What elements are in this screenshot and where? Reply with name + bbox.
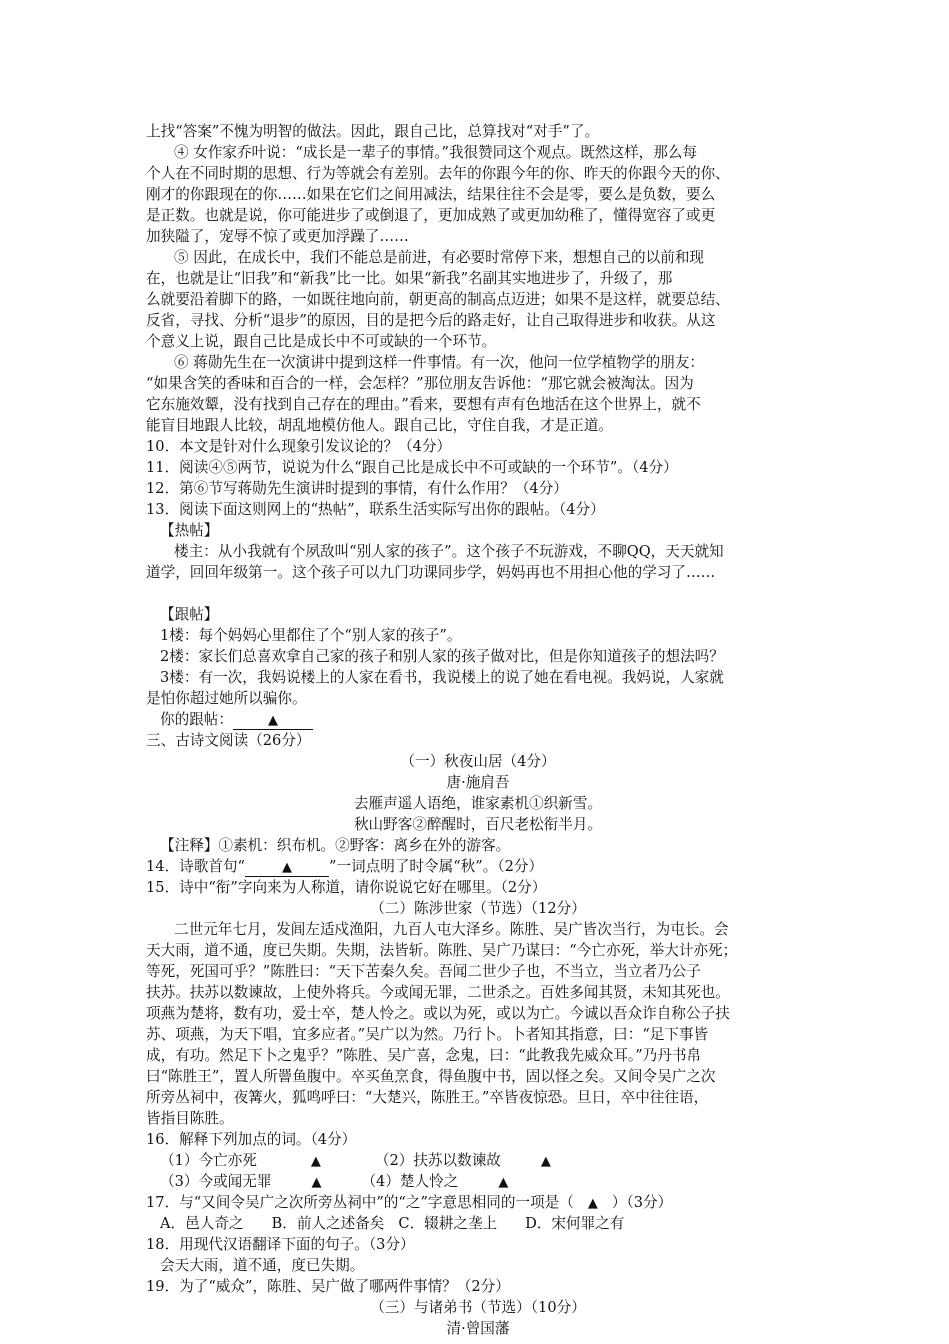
triangle-icon: ▲ — [310, 1154, 321, 1169]
question-15: 15．诗中“衔”字向来为人称道，请你说说它好在哪里。（2分） — [146, 879, 547, 896]
text-line: 加狭隘了，宠辱不惊了或更加浮躁了…… — [146, 228, 409, 245]
text-line: 它东施效颦，没有找到自己存在的理由。”看来，要想有声有色地活在这个世界上，就不 — [146, 396, 701, 413]
text-line: 天大雨，道不通，度已失期。失期，法皆斩。陈胜、吴广乃谋曰：“今亡亦死，举大计亦死； — [146, 942, 738, 959]
poem-line: 秋山野客②醉醒时，百尺老松衔半月。 — [353, 816, 603, 833]
text-line: 等死，死国可乎？”陈胜曰：“天下苦秦久矣。吾闻二世少子也，不当立，当立者乃公子 — [146, 963, 701, 980]
text-line: 个人在不同时期的思想、行为等就会有差别。去年的你跟今年的你、昨天的你跟今天的你、 — [146, 165, 730, 182]
triangle-icon: ▲ — [311, 1175, 322, 1190]
question-11: 11．阅读④⑤两节，说说为什么“跟自己比是成长中不可或缺的一个环节”。（4分） — [146, 459, 678, 476]
answer-blank[interactable] — [245, 859, 329, 877]
question-16: 16．解释下列加点的词。（4分） — [146, 1131, 357, 1148]
text-line: ⑥ 蒋勋先生在一次演讲中提到这样一件事情。有一次，他问一位学植物学的朋友： — [174, 354, 705, 371]
passage-title: （二）陈涉世家（节选）（12分） — [370, 900, 586, 917]
question-19: 19．为了“威众”，陈胜、吴广做了哪两件事情？（2分） — [146, 1278, 510, 1295]
your-reply-line — [146, 710, 824, 730]
text-line: 么就要沿着脚下的路，一如既往地向前，朝更高的制高点迈进；如果不是这样，就要总结、 — [146, 291, 730, 308]
text-line: ⑤ 因此，在成长中，我们不能总是前进，有必要时常停下来，想想自己的以前和现 — [174, 249, 705, 266]
question-17-text: ）（3分） — [611, 1194, 673, 1211]
option-a[interactable]: A．邑人奇之 — [160, 1215, 244, 1232]
question-12: 12．第⑥节写蒋勋先生演讲时提到的事情，有什么作用？（4分） — [146, 480, 568, 497]
triangle-icon: ▲ — [267, 713, 278, 728]
text-line: 扶苏。扶苏以数谏故，上使外将兵。今或闻无罪，二世杀之。百姓多闻其贤，未知其死也。 — [146, 984, 730, 1001]
q16-item-2: （2）扶苏以数谏故 — [374, 1152, 501, 1169]
text-line: 会天大雨，道不通，度已失期。 — [160, 1257, 365, 1274]
option-c[interactable]: C．辍耕之垄上 — [398, 1215, 498, 1232]
text-line: 楼主：从小我就有个夙敌叫“别人家的孩子”。这个孩子不玩游戏，不聊QQ，天天就知 — [174, 543, 724, 560]
text-line: 2楼：家长们总喜欢拿自己家的孩子和别人家的孩子做对比，但是你知道孩子的想法吗？ — [160, 648, 724, 665]
option-b[interactable]: B．前人之述备矣 — [271, 1215, 385, 1232]
question-16-items-row2 — [146, 1172, 824, 1193]
triangle-icon: ▲ — [498, 1175, 509, 1190]
q16-item-4: （4）楚人怜之 — [361, 1173, 459, 1190]
question-17 — [146, 1193, 810, 1214]
text-line: ④ 女作家乔叶说：“成长是一辈子的事情。”我很赞同这个观点。既然这样，那么每 — [174, 144, 698, 161]
question-17-text: 17．与“又间令吴广之次所旁丛祠中”的“之”字意思相同的一项是（ — [146, 1194, 574, 1211]
question-14-text: 14．诗歌首句“ — [146, 858, 245, 875]
text-line: 刚才的你跟现在的你……如果在它们之间用减法，结果往往不会是零，要么是负数，要么 — [146, 186, 716, 203]
text-line: 二世元年七月，发闾左适戍渔阳，九百人屯大泽乡。陈胜、吴广皆次当行，为屯长。会 — [174, 921, 729, 938]
q16-item-1: （1）今亡亦死 — [160, 1152, 257, 1169]
question-17-options — [146, 1214, 824, 1234]
poem-author: 唐·施肩吾 — [446, 774, 510, 791]
text-line: 能盲目地跟人比较，胡乱地模仿他人。跟自己比，守住自我，才是正道。 — [146, 417, 614, 434]
text-line: 个意义上说，跟自己比是成长中不可或缺的一个环节。 — [146, 333, 497, 350]
text-line: 是正数。也就是说，你可能进步了或倒退了，更加成熟了或更加幼稚了，懂得宽容了或更 — [146, 207, 716, 224]
text-line: 1楼：每个妈妈心里都住了个“别人家的孩子”。 — [160, 627, 462, 644]
hot-post-heading: 【热帖】 — [160, 522, 219, 539]
section-heading: 三、古诗文阅读（26分） — [146, 732, 311, 749]
answer-blank[interactable] — [233, 712, 313, 730]
question-10: 10．本文是针对什么现象引发议论的？（4分） — [146, 438, 452, 455]
text-line: 3楼：有一次，我妈说楼上的人家在看书，我说楼上的说了她在看电视。我妈说，人家就 — [160, 669, 724, 686]
passage-author: 清·曾国藩 — [446, 1320, 510, 1337]
triangle-icon: ▲ — [540, 1154, 551, 1169]
text-line: 道学，回回年级第一。这个孩子可以九门功课同步学，妈妈再也不用担心他的学习了…… — [146, 564, 716, 581]
text-line: 苏、项燕，为天下唱，宜多应者。”吴广以为然。乃行卜。卜者知其指意，曰：“足下事皆 — [146, 1026, 709, 1043]
text-line: 皆指目陈胜。 — [146, 1110, 234, 1127]
text-line: 在，也就是让“旧我”和“新我”比一比。如果“新我”名副其实地进步了，升级了，那 — [146, 270, 673, 287]
triangle-icon: ▲ — [587, 1196, 598, 1211]
text-line: “如果含笑的香味和百合的一样，会怎样？”那位朋友告诉他：“那它就会被淘汰。因为 — [146, 375, 694, 392]
poem-notes: 【注释】①素机：织布机。②野客：离乡在外的游客。 — [160, 837, 511, 854]
question-14 — [146, 857, 810, 877]
question-14-text: ”一词点明了时令属“秋”。（2分） — [329, 858, 544, 875]
passage-title: （三）与诸弟书（节选）（10分） — [370, 1299, 586, 1316]
triangle-icon: ▲ — [282, 860, 292, 875]
question-13: 13．阅读下面这则网上的“热帖”，联系生活实际写出你的跟帖。（4分） — [146, 501, 605, 518]
text-line: 上找“答案”不愧为明智的做法。因此，跟自己比，总算找对“对手”了。 — [146, 123, 600, 140]
poem-title: （一）秋夜山居（4分） — [400, 753, 556, 770]
poem-line: 去雁声遥人语绝，谁家素机①织新雪。 — [353, 795, 603, 812]
text-line: 是怕你超过她所以骗你。 — [146, 690, 307, 707]
text-line: 项燕为楚将，数有功，爱士卒，楚人怜之。或以为死，或以为亡。今诚以吾众诈自称公子扶 — [146, 1005, 730, 1022]
text-line: 反省，寻找、分析“退步”的原因，目的是把今后的路走好，让自己取得进步和收获。从这 — [146, 312, 716, 329]
option-d[interactable]: D．宋何罪之有 — [525, 1215, 625, 1232]
question-16-items-row1 — [146, 1151, 824, 1172]
text-line: 所旁丛祠中，夜篝火，狐鸣呼曰：“大楚兴，陈胜王。”卒皆夜惊恐。旦日，卒中往往语， — [146, 1089, 709, 1106]
reply-heading: 【跟帖】 — [160, 606, 219, 623]
q16-item-3: （3）今或闻无罪 — [160, 1173, 272, 1190]
text-line: 曰“陈胜王”，置人所罾鱼腹中。卒买鱼烹食，得鱼腹中书，固以怪之矣。又间令吴广之次 — [146, 1068, 716, 1085]
your-reply-label: 你的跟帖： — [160, 711, 233, 728]
text-line: 成，有功。然足下卜之鬼乎？”陈胜、吴广喜，念鬼，曰：“此教我先威众耳。”乃丹书帛 — [146, 1047, 702, 1064]
question-18: 18．用现代汉语翻译下面的句子。（3分） — [146, 1236, 415, 1253]
